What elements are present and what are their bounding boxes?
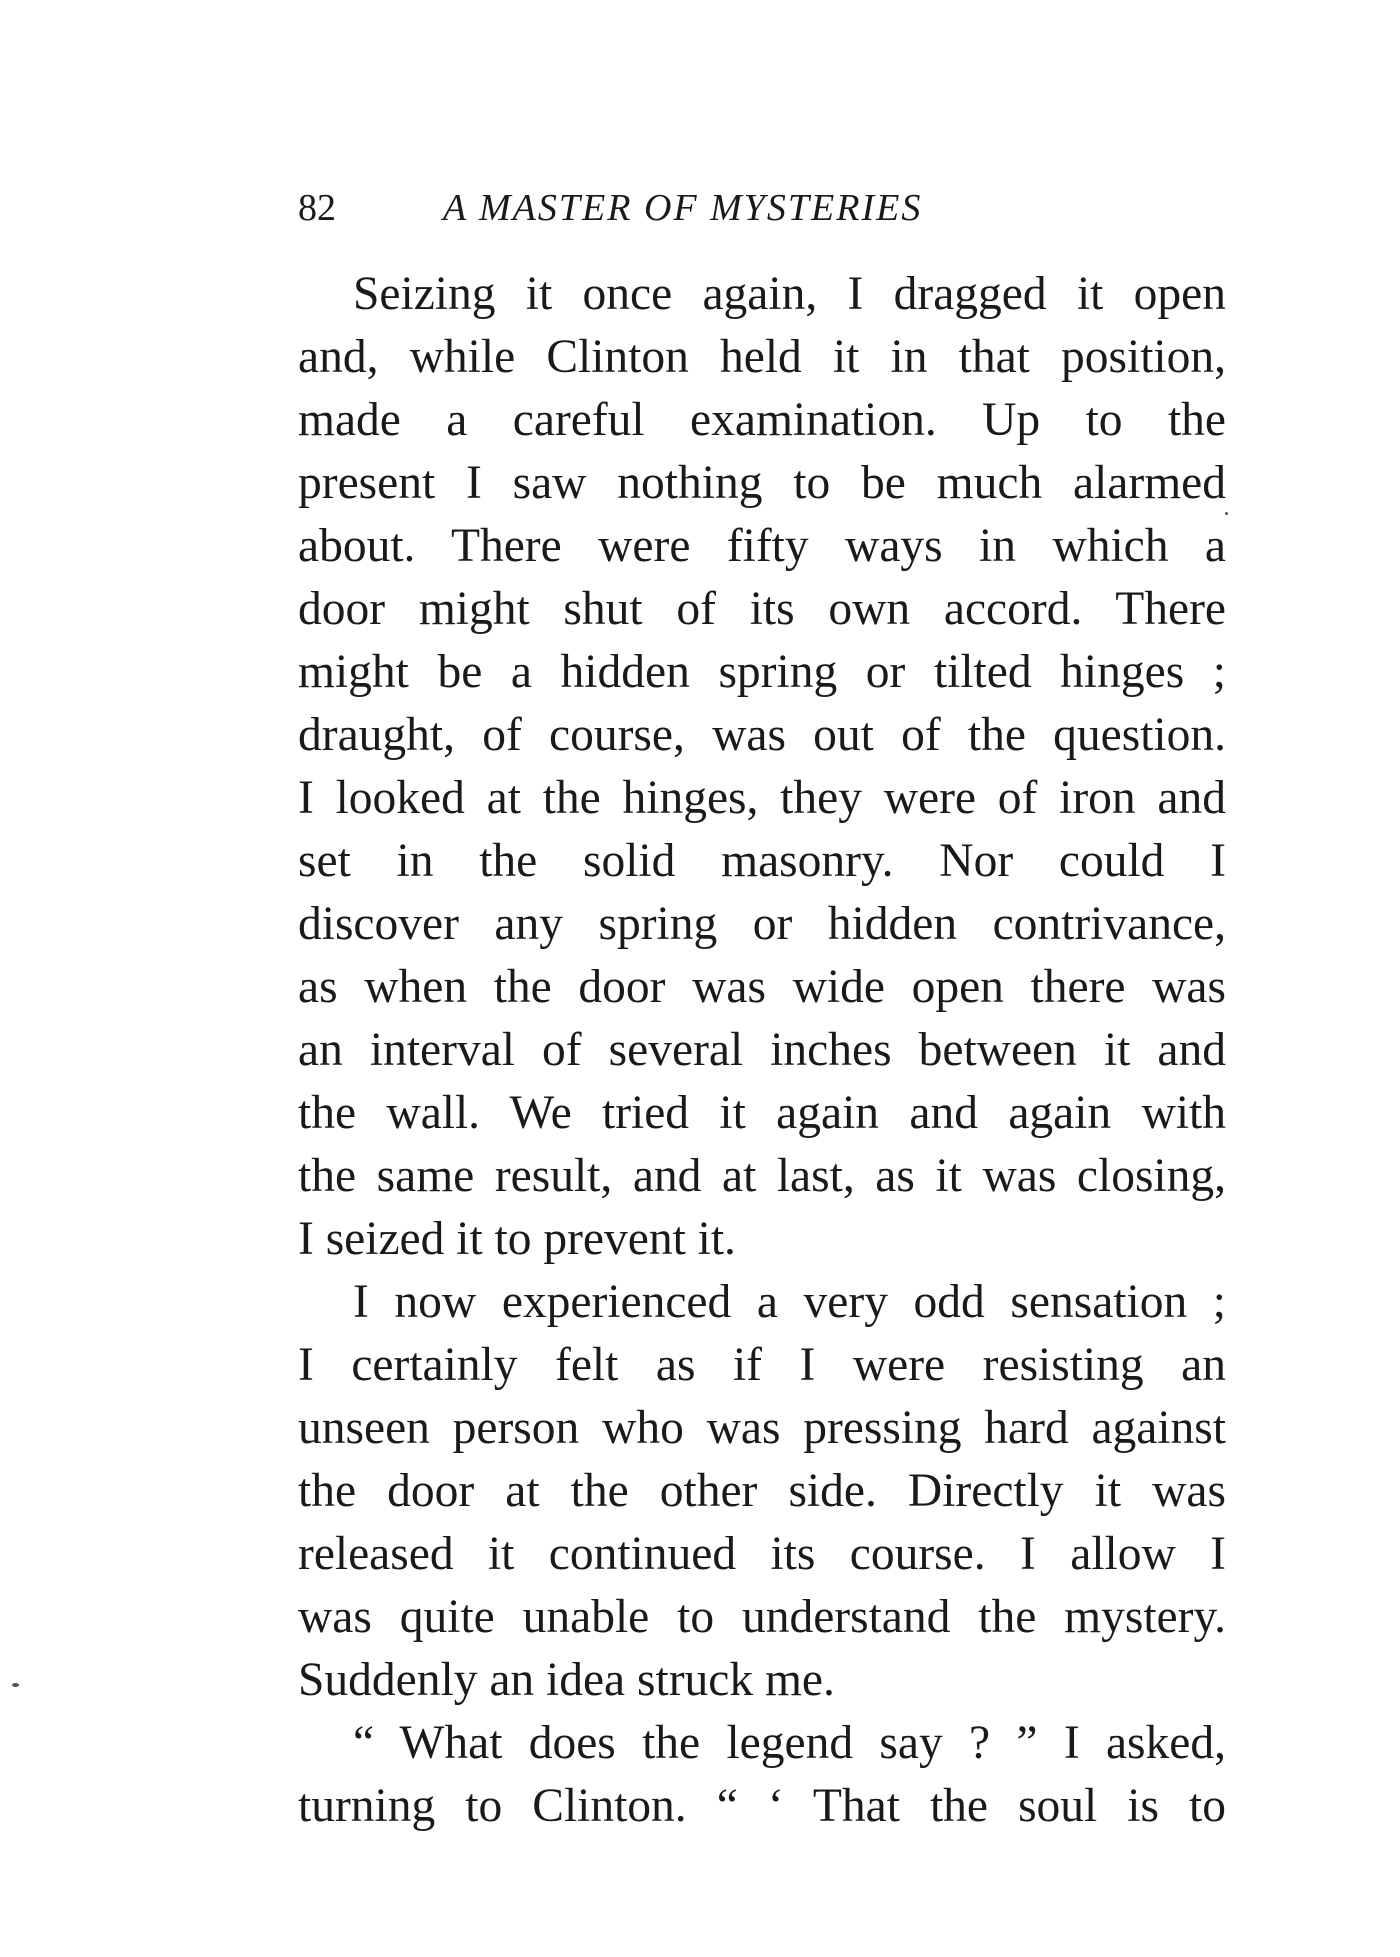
text-line: the same result, and at last, as it was closing,	[298, 1150, 1226, 1202]
text-line: about. There were fifty ways in which a	[298, 520, 1226, 572]
text-line: I looked at the hinges, they were of iron and	[298, 772, 1226, 824]
text-line: the door at the other side. Directly it was	[298, 1465, 1226, 1517]
text-line: was quite unable to understand the mystery.	[298, 1591, 1226, 1643]
page-number: 82	[298, 187, 336, 229]
text-line: I certainly felt as if I were resisting an	[298, 1339, 1226, 1391]
text-line: an interval of several inches between it and	[298, 1024, 1226, 1076]
text-line: and, while Clinton held it in that position,	[298, 331, 1226, 383]
text-line: the wall. We tried it again and again with	[298, 1087, 1226, 1139]
running-title: A MASTER OF MYSTERIES	[443, 187, 923, 229]
body-text	[298, 263, 1226, 1838]
text-line: released it continued its course. I allow I	[298, 1528, 1226, 1580]
print-speck	[1225, 512, 1228, 515]
text-line: Suddenly an idea struck me.	[298, 1654, 835, 1706]
text-line: made a careful examination. Up to the	[298, 394, 1226, 446]
text-line: discover any spring or hidden contrivance,	[298, 898, 1226, 950]
text-line: I seized it to prevent it.	[298, 1213, 736, 1265]
print-speck	[12, 1683, 19, 1687]
text-line: as when the door was wide open there was	[298, 961, 1226, 1013]
text-line: draught, of course, was out of the question.	[298, 709, 1226, 761]
text-line: Seizing it once again, I dragged it open	[353, 268, 1226, 320]
text-line: “ What does the legend say ? ” I asked,	[353, 1717, 1226, 1769]
text-line: set in the solid masonry. Nor could I	[298, 835, 1226, 887]
text-line: turning to Clinton. “ ‘ That the soul is to	[298, 1780, 1226, 1832]
text-line: might be a hidden spring or tilted hinges ;	[298, 646, 1226, 698]
text-line: I now experienced a very odd sensation ;	[353, 1276, 1226, 1328]
text-line: unseen person who was pressing hard against	[298, 1402, 1226, 1454]
text-line: door might shut of its own accord. There	[298, 583, 1226, 635]
running-head	[298, 178, 1238, 238]
text-line: present I saw nothing to be much alarmed	[298, 457, 1226, 509]
